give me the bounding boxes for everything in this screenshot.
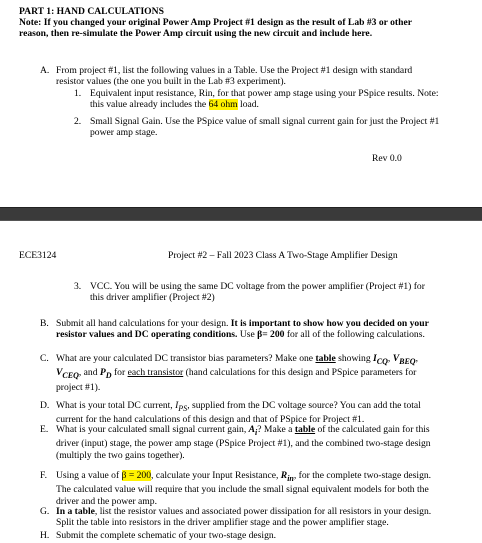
- item-e-text-2: ? Make a: [257, 424, 295, 435]
- item-h-text: Submit the complete schematic of your two-stage design.: [56, 530, 277, 541]
- item-a-text: From project #1, list the following values in a Table. Use the Project #1 design with standard resistor values (the one you built in the Lab #3 experiment).: [56, 65, 413, 88]
- item-b-text-2: Use: [237, 329, 258, 341]
- item-g-text-1: , list the resistor values and associated power dissipation for all resistors in your design. Split the table into resistors in the driver amplifier stage and the power amplifier stage.: [56, 506, 432, 529]
- item-c-label: C.: [40, 353, 49, 364]
- page-separator: [0, 207, 482, 221]
- item-d-text-1: What is your total DC current,: [56, 400, 176, 411]
- ico-subscript: CQ: [376, 356, 388, 366]
- item-f-text-2: , calculate your Input Resistance,: [151, 470, 281, 481]
- part-title: PART 1: HAND CALCULATIONS: [19, 6, 164, 17]
- item-a-label: A.: [40, 65, 50, 76]
- comma-1: ,: [387, 353, 391, 364]
- item-f-text: [56, 470, 441, 507]
- item-g-label: G.: [40, 506, 50, 517]
- pd-subscript: D: [105, 371, 112, 381]
- vbeq-subscript: BEQ: [399, 356, 416, 366]
- ips-symbol: I: [175, 400, 179, 411]
- vceq-symbol: V: [56, 367, 63, 379]
- beta-value: β= 200: [257, 329, 285, 341]
- item-e-text-1: What is your calculated small signal current gain,: [56, 424, 249, 435]
- item-c-text-2: showing: [335, 353, 374, 364]
- item-c-text: [56, 353, 441, 393]
- subitem-1-text: [90, 88, 440, 111]
- item-c-text-1: What are your calculated DC transistor bias parameters? Make one: [56, 353, 316, 364]
- item-g-text: [56, 506, 441, 529]
- item-b-text-1: Submit all hand calculations for your design.: [56, 318, 231, 329]
- item-d-label: D.: [40, 400, 50, 411]
- subitem-2-text: Small Signal Gain. Use the PSpice value of small signal current gain for just the Project #1 power amp stage.: [90, 116, 440, 139]
- subitem-3-label: 3.: [74, 281, 82, 292]
- item-b-text: [56, 318, 441, 341]
- load-highlight: 64 ohm: [208, 99, 238, 111]
- subitem-1-text-b: load.: [237, 99, 259, 111]
- each-transistor: each transistor: [127, 367, 184, 379]
- document-header-title: Project #2 – Fall 2023 Class A Two-Stage Amplifier Design: [168, 250, 398, 261]
- item-f-text-3: , for the complete two-stage design. The calculated value will require that you include the small signal equivalent models for both the driver and the power amp.: [56, 470, 432, 507]
- ips-subscript: PS: [178, 403, 188, 413]
- subitem-3-text: VCC. You will be using the same DC voltage from the power amplifier (Project #1) for this driver amplifier (Project #2): [90, 281, 425, 304]
- item-b-emphasis: It is important to show how you decided on your resistor values and DC operating conditions.: [56, 318, 429, 341]
- item-c-text-4: (hand calculations for this design and PSpice parameters for project #1).: [56, 367, 417, 393]
- ai-subscript: i: [255, 427, 258, 437]
- item-d-text-2: , supplied from the DC voltage source? You can add the total current for the hand calculations of this design and that of PSpice for Project #1.: [56, 400, 421, 426]
- note-paragraph: Note: If you changed your original Power Amp Project #1 design as the result of Lab #3 or other reason, then re-simulate the Power Amp circuit using the new circuit and include here.: [19, 17, 412, 40]
- item-e-text-3: of the calculated gain for this driver (input) stage, the power amp stage (PSpice Project #1), and the combined two-stage design (multiply the two gains together).: [56, 424, 431, 461]
- item-e-table-word: table: [294, 424, 316, 435]
- item-e-label: E.: [40, 424, 49, 435]
- item-c-and: and: [81, 367, 100, 379]
- comma-3: ,: [78, 367, 82, 379]
- ai-symbol: A: [248, 424, 256, 435]
- beta-highlight: β = 200: [121, 470, 152, 481]
- item-d-text: [56, 400, 441, 426]
- item-f-label: F.: [40, 470, 47, 481]
- item-h-label: H.: [40, 530, 50, 541]
- comma-2: ,: [415, 353, 418, 364]
- subitem-1-label: 1.: [74, 88, 82, 99]
- item-c-text-3: for: [111, 367, 128, 379]
- ico-symbol: I: [373, 353, 377, 364]
- item-b-label: B.: [40, 318, 49, 329]
- vbeq-symbol: V: [392, 353, 400, 364]
- item-b-text-3: for all of the following calculations.: [284, 329, 425, 341]
- rin-subscript: in: [287, 473, 294, 483]
- subitem-1-text-a: Equivalent input resistance, Rin, for that power amp stage using your PSpice results. Note: this value already includes the: [90, 88, 439, 111]
- item-g-emphasis: In a table: [56, 506, 95, 517]
- item-f-text-1: Using a value of: [56, 470, 122, 481]
- item-c-table-word: table: [315, 353, 336, 364]
- course-code: ECE3124: [19, 250, 57, 261]
- subitem-2-label: 2.: [74, 116, 82, 127]
- pd-symbol: P: [99, 367, 106, 379]
- vceq-subscript: CEQ: [62, 371, 79, 381]
- rin-symbol: R: [280, 470, 288, 481]
- revision-label: Rev 0.0: [372, 153, 402, 164]
- item-e-text: [56, 424, 441, 461]
